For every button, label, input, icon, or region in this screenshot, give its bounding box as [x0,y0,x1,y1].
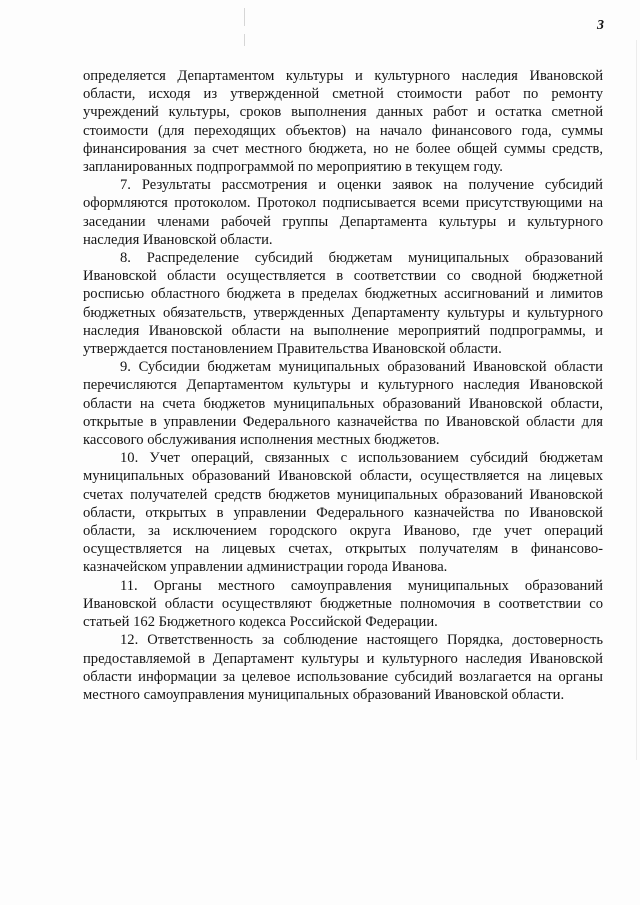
paragraph-item-11: 11. Органы местного самоуправления муниципальных образований Ивановской области осуществляют бюджетные полномочия в соответствии со статьей 162 Бюджетного кодекса Российской Федерации. [83,577,603,631]
scan-artifact-mark [244,34,245,46]
paragraph-continuation: определяется Департаментом культуры и культурного наследия Ивановской области, исходя из утвержденной сметной стоимости работ по ремонту учреждений культуры, сроков выполнения данных работ и остатка сметной стоимости (для переходящих объектов) на начало финансового года, суммы финансирования за счет местного бюджета, но не более общей суммы средств, запланированных подпрограммой по мероприятию в текущем году. [83,68,603,176]
paragraph-item-7: 7. Результаты рассмотрения и оценки заявок на получение субсидий оформляются протоколом. Протокол подписывается всеми присутствующими на заседании членами рабочей группы Департамента культуры и культурного наследия Ивановской области. [83,177,603,248]
document-body [83,67,603,704]
paragraph-item-12: 12. Ответственность за соблюдение настоящего Порядка, достоверность предоставляемой в Департамент культуры и культурного наследия Ивановской области информации за целевое использование субсидий возлагается на органы местного самоуправления муниципальных образований Ивановской области. [83,632,603,703]
page-number: 3 [597,18,604,33]
scan-page-edge [636,40,637,760]
scan-artifact-mark [244,8,245,26]
paragraph-item-10: 10. Учет операций, связанных с использованием субсидий бюджетам муниципальных образований Ивановской области, осуществляется на лицевых счетах получателей средств бюджетов муниципальных образований Ивановской области, открытых в управлении Федерального казначейства по Ивановской области, за исключением городского округа Иваново, где учет операций осуществляется на лицевых счетах, открытых получателям в финансово-казначейском управлении администрации города Иванова. [83,450,603,576]
paragraph-item-8: 8. Распределение субсидий бюджетам муниципальных образований Ивановской области осуществляется в соответствии со сводной бюджетной росписью областного бюджета в пределах бюджетных ассигнований и лимитов бюджетных обязательств, утвержденных Департаменту культуры и культурного наследия Ивановской области на выполнение мероприятий подпрограммы, и утверждается постановлением Правительства Ивановской области. [83,250,603,358]
paragraph-item-9: 9. Субсидии бюджетам муниципальных образований Ивановской области перечисляются Департаментом культуры и культурного наследия Ивановской области на счета бюджетов муниципальных образований Ивановской области, открытые в управлении Федерального казначейства по Ивановской области для кассового обслуживания исполнения местных бюджетов. [83,359,603,449]
